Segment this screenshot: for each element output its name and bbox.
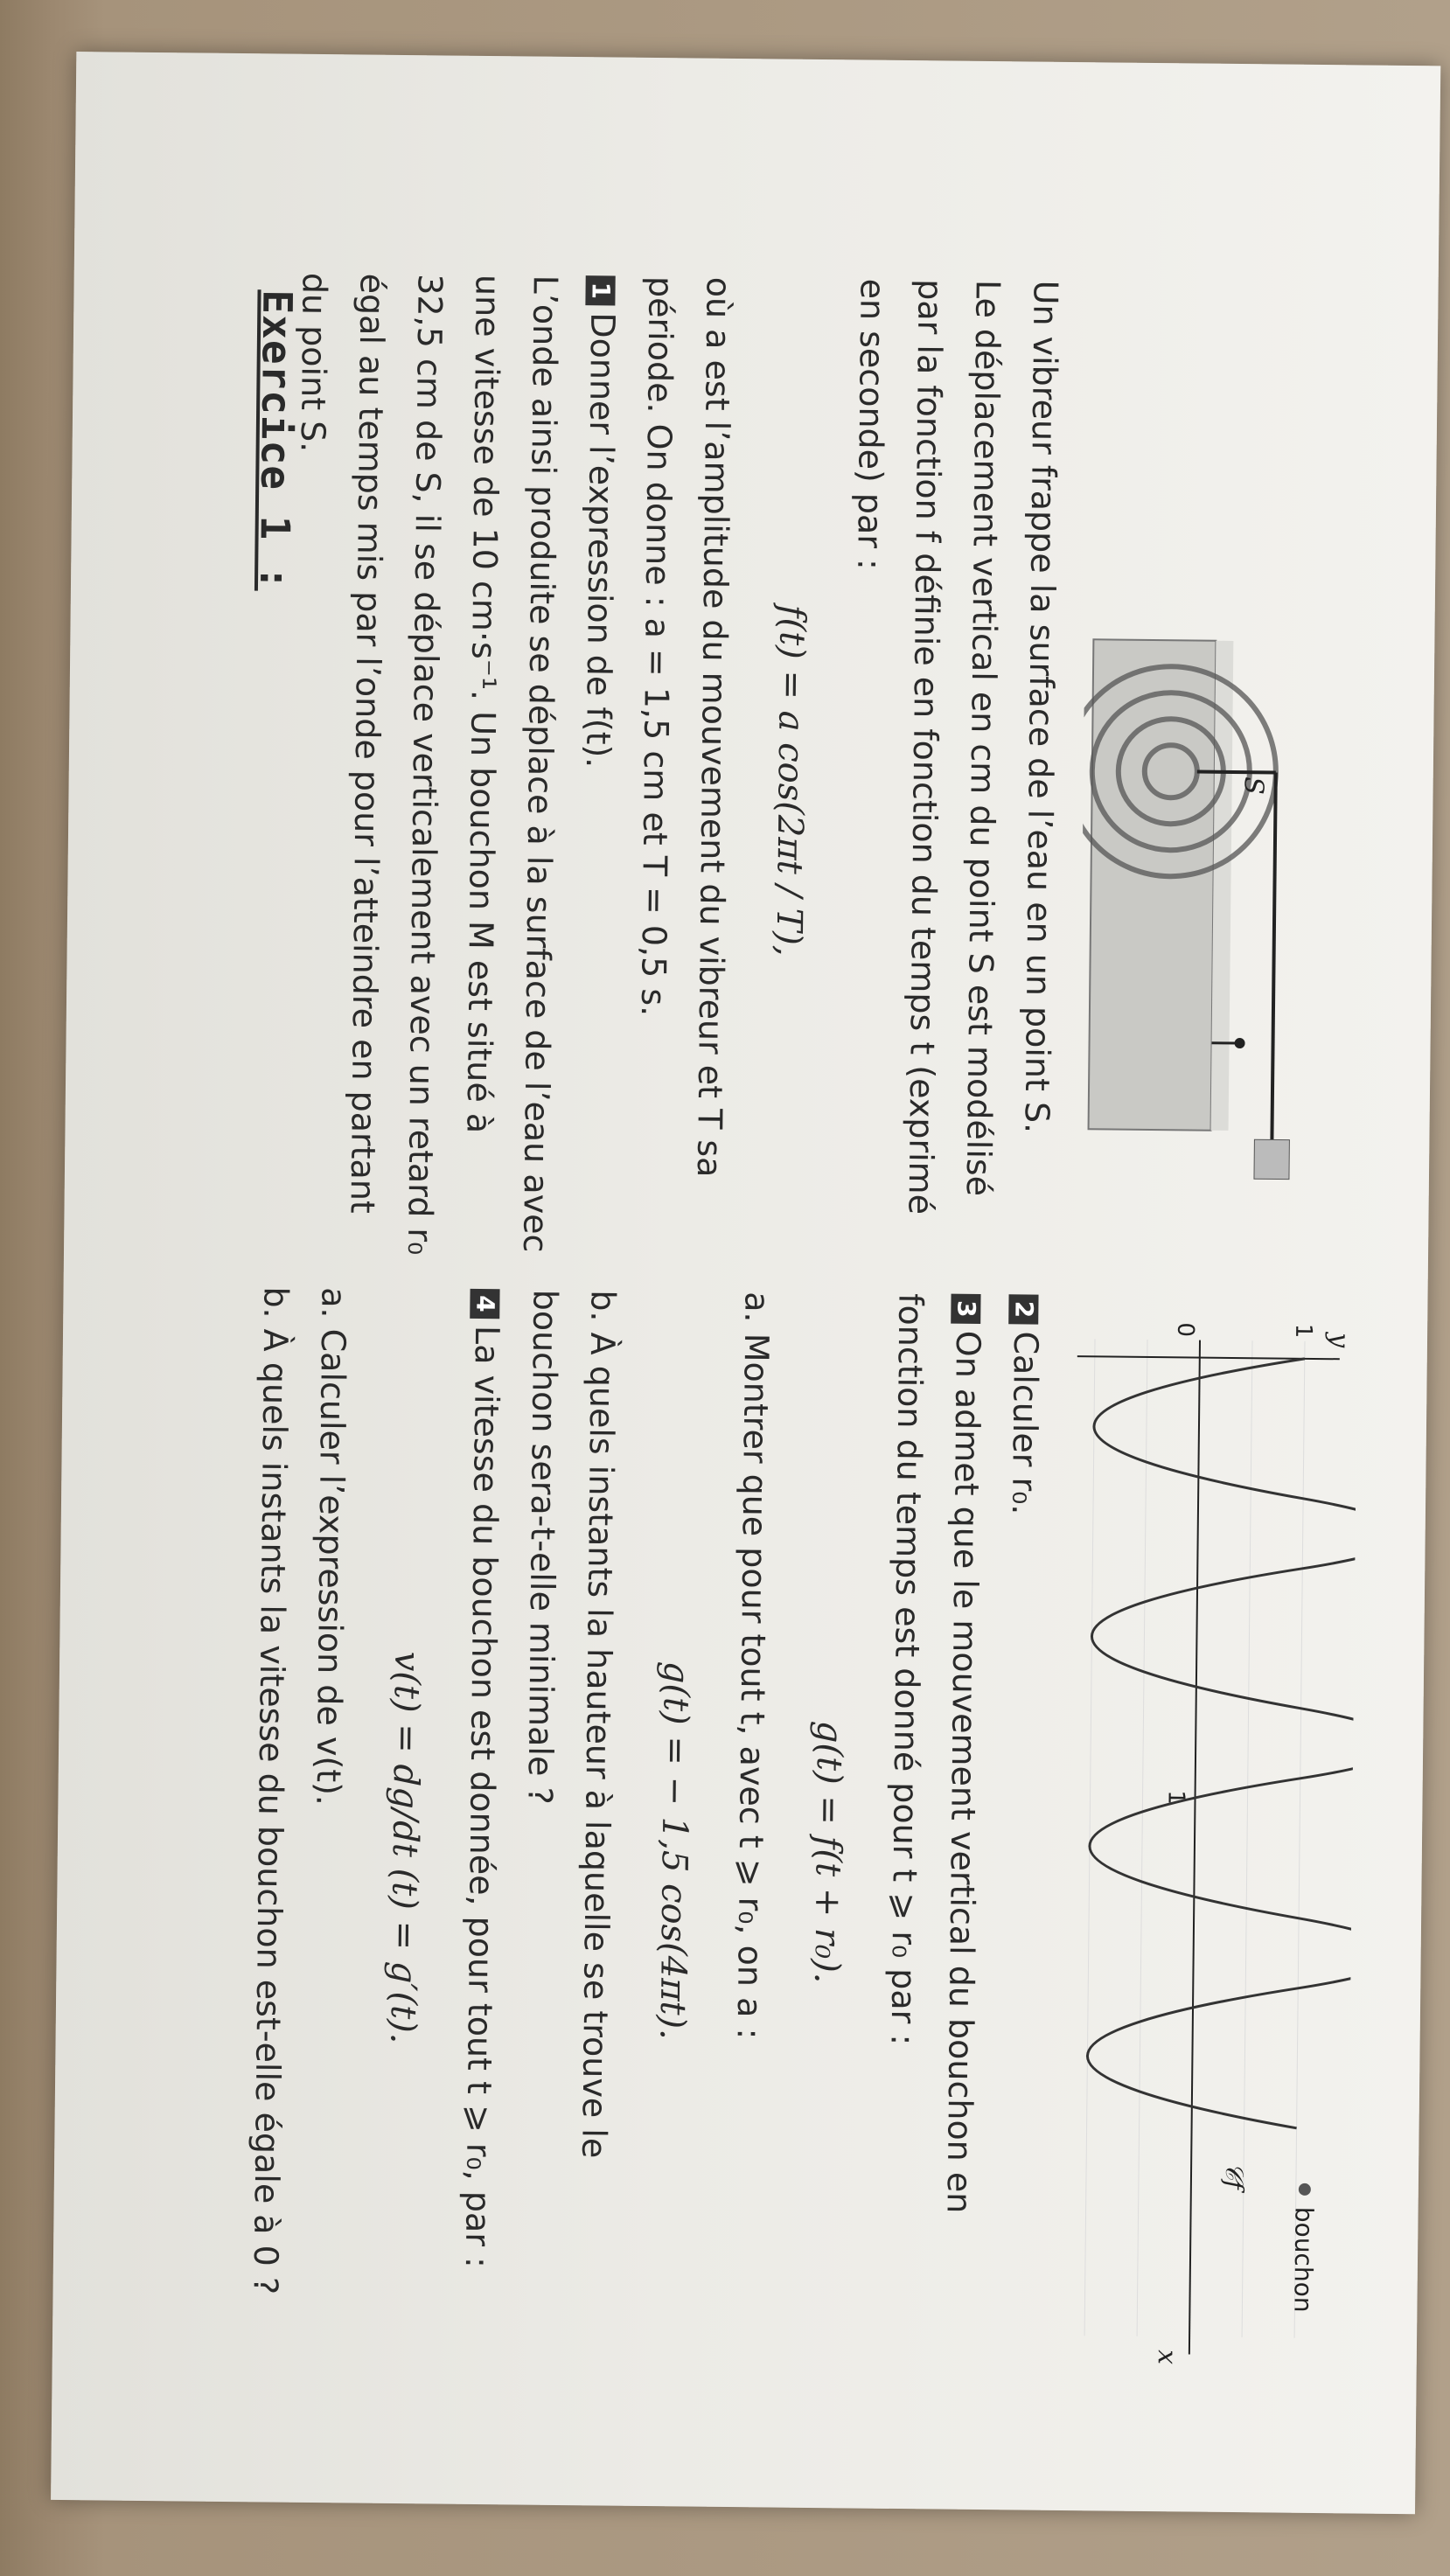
intro-line-3: par la fonction f définie en fonction du temps t (exprimé bbox=[901, 279, 950, 1215]
formula-g: g(t) = f(t + r₀). bbox=[806, 1720, 850, 1984]
q2-number: 2 bbox=[1009, 1294, 1039, 1324]
q1-text: Donner l’expression de f(t). bbox=[578, 312, 623, 769]
q4a: a. Calculer l’expression de v(t). bbox=[309, 1286, 353, 1807]
question-4 bbox=[450, 1289, 512, 2409]
intro-line-2: Le déplacement vertical en cm du point S est modélisé bbox=[959, 279, 1007, 1197]
curve-label: 𝒞f bbox=[1219, 2162, 1250, 2190]
vibreur-figure bbox=[1079, 622, 1313, 1193]
q1-number: 1 bbox=[586, 275, 616, 305]
q3-text-1: On admet que le mouvement vertical du bouchon en bbox=[939, 1330, 988, 2214]
wave-line-4: égal au temps mis par l’onde pour l’atteindre en partant bbox=[343, 273, 392, 1215]
q3a: a. Montrer que pour tout t, avec t ⩾ r₀, on a : bbox=[729, 1291, 777, 2040]
cf-graph bbox=[1049, 1286, 1358, 2382]
q4b: b. À quels instants la vitesse du bouchon est-elle égale à 0 ? bbox=[246, 1286, 296, 2295]
wave-line-1: L’onde ainsi produite se déplace à la surface de l’eau avec bbox=[516, 275, 565, 1253]
x-axis-label: x bbox=[1151, 2350, 1182, 2365]
worksheet-page bbox=[51, 52, 1440, 2514]
exercise-title: Exercice 1 : bbox=[250, 289, 302, 592]
cf-curve bbox=[1087, 1356, 1358, 2129]
q3-text-2: fonction du temps est donné pour t ⩾ r₀ par : bbox=[883, 1292, 931, 2046]
q3-number: 3 bbox=[952, 1294, 981, 1324]
wave-line-5: du point S. bbox=[293, 272, 334, 453]
intro-line-4: en seconde) par : bbox=[850, 278, 892, 571]
s-label: S bbox=[1237, 776, 1269, 795]
where-line-1: où a est l’amplitude du mouvement du vibreur et T sa bbox=[689, 276, 738, 1178]
y-one-label: 1 bbox=[1290, 1323, 1317, 1339]
question-3 bbox=[931, 1294, 993, 2414]
q4-number: 4 bbox=[471, 1289, 500, 1319]
formula-g-cos: g(t) = − 1,5 cos(4πt). bbox=[652, 1660, 697, 2041]
question-2 bbox=[989, 1294, 1051, 2414]
q3b-line-2: bouchon sera-t-elle minimale ? bbox=[520, 1289, 565, 1805]
q2-text: Calculer r₀. bbox=[1004, 1331, 1046, 1515]
q4-text: La vitesse du bouchon est donnée, pour tout t ⩾ r₀, par : bbox=[457, 1325, 507, 2269]
origin-label: 0 bbox=[1172, 1322, 1199, 1338]
where-line-2: période. On donne : a = 1,5 cm et T = 0,5 s. bbox=[633, 275, 680, 1017]
bouchon-label: bouchon bbox=[1288, 2206, 1319, 2313]
wave-line-2: une vitesse de 10 cm·s⁻¹. Un bouchon M est situé à bbox=[459, 274, 507, 1134]
left-column bbox=[272, 273, 1071, 1286]
formula-f: f(t) = a cos(2πt / T), bbox=[768, 604, 812, 957]
right-column bbox=[232, 1286, 1051, 2414]
intro-line-1: Un vibreur frappe la surface de l’eau en un point S. bbox=[1017, 280, 1065, 1134]
y-axis-label: y bbox=[1323, 1333, 1356, 1348]
formula-v: v(t) = dg/dt (t) = g′(t). bbox=[382, 1651, 428, 2044]
wave-line-3: 32,5 cm de S, il se déplace verticalement avec un retard r₀ bbox=[400, 274, 450, 1256]
x-one-label: 1 bbox=[1162, 1790, 1189, 1806]
q3b-line-1: b. À quels instants la hauteur à laquelle se trouve le bbox=[575, 1290, 623, 2159]
question-1 bbox=[568, 275, 629, 1282]
